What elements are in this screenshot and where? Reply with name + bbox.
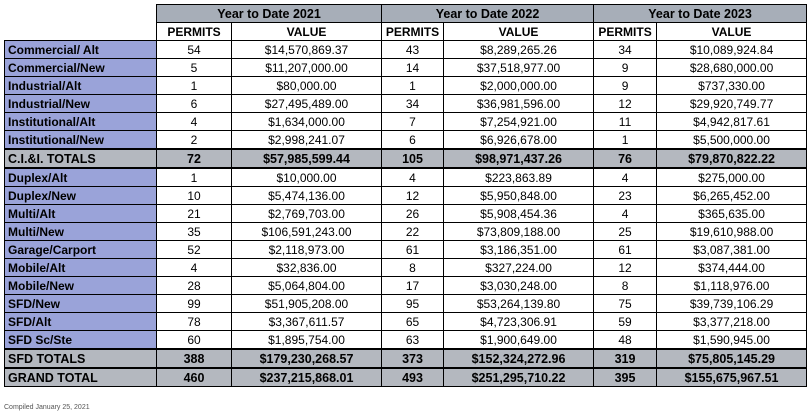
cell-value-2023: $39,739,106.29 <box>657 295 807 313</box>
total-row <box>5 349 807 368</box>
row-category-label: Institutional/New <box>5 131 157 150</box>
cell-permits-2023: 11 <box>594 113 657 131</box>
row-category-label: Mobile/New <box>5 277 157 295</box>
cell-value-2022: $327,224.00 <box>444 259 594 277</box>
total-row <box>5 149 807 168</box>
cell-permits-2022: 34 <box>382 95 444 113</box>
cell-permits-2021: 99 <box>157 295 232 313</box>
row-category-label: Duplex/Alt <box>5 168 157 187</box>
cell-permits-2023: 34 <box>594 41 657 59</box>
cell-permits-2022: 26 <box>382 205 444 223</box>
cell-value-2023: $365,635.00 <box>657 205 807 223</box>
row-category-label: Multi/Alt <box>5 205 157 223</box>
cell-value-2021: $27,495,489.00 <box>232 95 382 113</box>
cell-permits-2022: 14 <box>382 59 444 77</box>
cell-value-2022: $5,908,454.36 <box>444 205 594 223</box>
year-header-2023: Year to Date 2023 <box>594 5 807 23</box>
table-row <box>5 241 807 259</box>
row-category-label: C.I.&I. TOTALS <box>5 149 157 168</box>
table-row <box>5 131 807 150</box>
cell-permits-2021: 54 <box>157 41 232 59</box>
cell-value-2021: $11,207,000.00 <box>232 59 382 77</box>
table-row <box>5 295 807 313</box>
cell-permits-2023: 8 <box>594 277 657 295</box>
cell-permits-2023: 4 <box>594 168 657 187</box>
cell-value-2023: $19,610,988.00 <box>657 223 807 241</box>
cell-permits-2021: 5 <box>157 59 232 77</box>
cell-value-2023: $275,000.00 <box>657 168 807 187</box>
year-header-row <box>5 5 807 23</box>
cell-value-2021: $57,985,599.44 <box>232 149 382 168</box>
row-category-label: Institutional/Alt <box>5 113 157 131</box>
cell-value-2022: $36,981,596.00 <box>444 95 594 113</box>
table-row <box>5 168 807 187</box>
cell-permits-2023: 9 <box>594 77 657 95</box>
table-row <box>5 59 807 77</box>
permits-header-2022: PERMITS <box>382 23 444 41</box>
cell-permits-2022: 6 <box>382 131 444 150</box>
cell-permits-2021: 4 <box>157 113 232 131</box>
table-row <box>5 331 807 350</box>
cell-permits-2023: 12 <box>594 259 657 277</box>
row-category-label: GRAND TOTAL <box>5 368 157 387</box>
row-category-label: SFD/Alt <box>5 313 157 331</box>
cell-permits-2021: 2 <box>157 131 232 150</box>
cell-value-2023: $3,087,381.00 <box>657 241 807 259</box>
table-row <box>5 41 807 59</box>
row-category-label: Commercial/New <box>5 59 157 77</box>
cell-value-2022: $7,254,921.00 <box>444 113 594 131</box>
cell-permits-2022: 105 <box>382 149 444 168</box>
cell-value-2021: $106,591,243.00 <box>232 223 382 241</box>
cell-permits-2021: 60 <box>157 331 232 350</box>
cell-permits-2021: 10 <box>157 187 232 205</box>
cell-permits-2023: 25 <box>594 223 657 241</box>
cell-value-2022: $3,186,351.00 <box>444 241 594 259</box>
column-header-row <box>5 23 807 41</box>
table-row <box>5 205 807 223</box>
compiled-date-note: Compiled January 25, 2021 <box>4 404 90 411</box>
table-row <box>5 223 807 241</box>
cell-value-2021: $5,474,136.00 <box>232 187 382 205</box>
table-row <box>5 77 807 95</box>
cell-permits-2022: 12 <box>382 187 444 205</box>
cell-value-2021: $14,570,869.37 <box>232 41 382 59</box>
cell-permits-2022: 7 <box>382 113 444 131</box>
cell-permits-2022: 373 <box>382 349 444 368</box>
cell-permits-2021: 1 <box>157 168 232 187</box>
value-header-2023: VALUE <box>657 23 807 41</box>
table-row <box>5 113 807 131</box>
cell-value-2022: $4,723,306.91 <box>444 313 594 331</box>
cell-value-2021: $2,769,703.00 <box>232 205 382 223</box>
cell-permits-2022: 1 <box>382 77 444 95</box>
cell-value-2021: $10,000.00 <box>232 168 382 187</box>
cell-permits-2022: 22 <box>382 223 444 241</box>
table-row <box>5 95 807 113</box>
cell-value-2021: $51,905,208.00 <box>232 295 382 313</box>
cell-value-2022: $1,900,649.00 <box>444 331 594 350</box>
cell-permits-2023: 395 <box>594 368 657 387</box>
cell-permits-2022: 43 <box>382 41 444 59</box>
table-body <box>5 41 807 387</box>
row-category-label: Mobile/Alt <box>5 259 157 277</box>
cell-value-2023: $6,265,452.00 <box>657 187 807 205</box>
corner-cell <box>5 5 157 23</box>
permits-header-2021: PERMITS <box>157 23 232 41</box>
cell-value-2021: $32,836.00 <box>232 259 382 277</box>
cell-value-2023: $29,920,749.77 <box>657 95 807 113</box>
row-category-label: Industrial/Alt <box>5 77 157 95</box>
cell-permits-2021: 1 <box>157 77 232 95</box>
cell-value-2021: $2,118,973.00 <box>232 241 382 259</box>
value-header-2021: VALUE <box>232 23 382 41</box>
cell-permits-2022: 493 <box>382 368 444 387</box>
cell-value-2022: $5,950,848.00 <box>444 187 594 205</box>
cell-value-2022: $98,971,437.26 <box>444 149 594 168</box>
cell-value-2021: $237,215,868.01 <box>232 368 382 387</box>
value-header-2022: VALUE <box>444 23 594 41</box>
cell-value-2023: $374,444.00 <box>657 259 807 277</box>
year-header-2021: Year to Date 2021 <box>157 5 382 23</box>
cell-permits-2021: 72 <box>157 149 232 168</box>
cell-value-2023: $5,500,000.00 <box>657 131 807 150</box>
cell-value-2021: $5,064,804.00 <box>232 277 382 295</box>
cell-permits-2023: 76 <box>594 149 657 168</box>
cell-value-2022: $152,324,272.96 <box>444 349 594 368</box>
cell-permits-2023: 4 <box>594 205 657 223</box>
row-category-label: SFD TOTALS <box>5 349 157 368</box>
row-category-label: Garage/Carport <box>5 241 157 259</box>
permits-header-2023: PERMITS <box>594 23 657 41</box>
cell-value-2023: $155,675,967.51 <box>657 368 807 387</box>
cell-permits-2021: 4 <box>157 259 232 277</box>
cell-value-2022: $73,809,188.00 <box>444 223 594 241</box>
cell-value-2021: $3,367,611.57 <box>232 313 382 331</box>
cell-permits-2022: 8 <box>382 259 444 277</box>
cell-permits-2023: 1 <box>594 131 657 150</box>
cell-value-2023: $10,089,924.84 <box>657 41 807 59</box>
table-row <box>5 277 807 295</box>
cell-value-2022: $251,295,710.22 <box>444 368 594 387</box>
cell-value-2021: $2,998,241.07 <box>232 131 382 150</box>
cell-value-2023: $4,942,817.61 <box>657 113 807 131</box>
cell-permits-2023: 9 <box>594 59 657 77</box>
cell-permits-2023: 59 <box>594 313 657 331</box>
row-category-label: SFD/New <box>5 295 157 313</box>
cell-value-2021: $1,634,000.00 <box>232 113 382 131</box>
cell-value-2021: $179,230,268.57 <box>232 349 382 368</box>
cell-permits-2023: 75 <box>594 295 657 313</box>
cell-value-2021: $80,000.00 <box>232 77 382 95</box>
cell-permits-2021: 28 <box>157 277 232 295</box>
cell-value-2023: $28,680,000.00 <box>657 59 807 77</box>
cell-value-2022: $3,030,248.00 <box>444 277 594 295</box>
cell-permits-2021: 388 <box>157 349 232 368</box>
cell-value-2022: $53,264,139.80 <box>444 295 594 313</box>
cell-permits-2021: 78 <box>157 313 232 331</box>
table-row <box>5 259 807 277</box>
cell-value-2022: $8,289,265.26 <box>444 41 594 59</box>
permits-summary-table <box>4 4 807 387</box>
cell-permits-2021: 6 <box>157 95 232 113</box>
cell-value-2023: $1,118,976.00 <box>657 277 807 295</box>
cell-permits-2021: 460 <box>157 368 232 387</box>
table-row <box>5 313 807 331</box>
cell-value-2023: $1,590,945.00 <box>657 331 807 350</box>
cell-permits-2022: 95 <box>382 295 444 313</box>
cell-permits-2021: 21 <box>157 205 232 223</box>
cell-permits-2023: 23 <box>594 187 657 205</box>
row-category-label: SFD Sc/Ste <box>5 331 157 350</box>
cell-value-2022: $223,863.89 <box>444 168 594 187</box>
table-row <box>5 187 807 205</box>
cell-permits-2022: 4 <box>382 168 444 187</box>
cell-value-2022: $37,518,977.00 <box>444 59 594 77</box>
cell-value-2023: $3,377,218.00 <box>657 313 807 331</box>
row-category-label: Duplex/New <box>5 187 157 205</box>
cell-value-2021: $1,895,754.00 <box>232 331 382 350</box>
row-category-label: Commercial/ Alt <box>5 41 157 59</box>
cell-permits-2021: 52 <box>157 241 232 259</box>
cell-permits-2022: 65 <box>382 313 444 331</box>
cell-value-2022: $6,926,678.00 <box>444 131 594 150</box>
cell-permits-2022: 63 <box>382 331 444 350</box>
cell-permits-2023: 319 <box>594 349 657 368</box>
cell-value-2022: $2,000,000.00 <box>444 77 594 95</box>
year-header-2022: Year to Date 2022 <box>382 5 594 23</box>
cell-permits-2023: 61 <box>594 241 657 259</box>
cell-permits-2022: 17 <box>382 277 444 295</box>
total-row <box>5 368 807 387</box>
row-category-label: Multi/New <box>5 223 157 241</box>
row-category-label: Industrial/New <box>5 95 157 113</box>
cell-value-2023: $79,870,822.22 <box>657 149 807 168</box>
cell-permits-2023: 12 <box>594 95 657 113</box>
corner-cell-lower <box>5 23 157 41</box>
cell-value-2023: $737,330.00 <box>657 77 807 95</box>
cell-permits-2022: 61 <box>382 241 444 259</box>
cell-permits-2023: 48 <box>594 331 657 350</box>
cell-permits-2021: 35 <box>157 223 232 241</box>
cell-value-2023: $75,805,145.29 <box>657 349 807 368</box>
